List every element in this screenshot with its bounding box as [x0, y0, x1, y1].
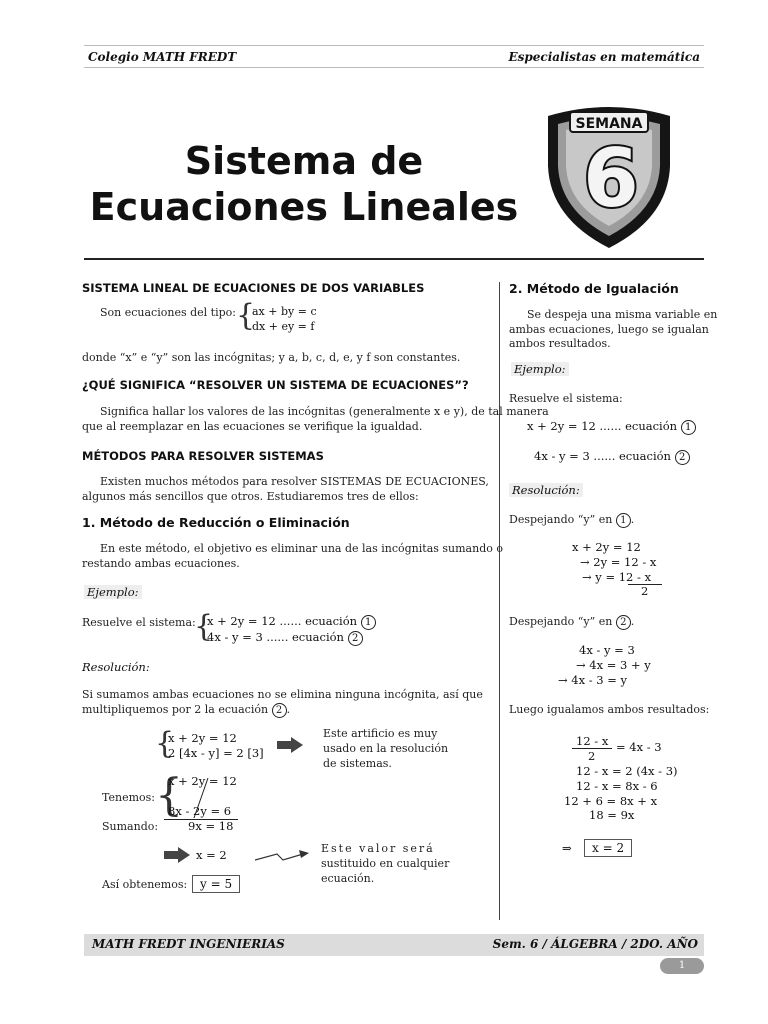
footer-left: MATH FREDT INGENIERIAS: [92, 937, 285, 951]
brace-example-left: {: [194, 609, 214, 644]
note-valor-2: sustituido en cualquier: [321, 857, 450, 870]
metodos-line-2: algunos más sencillos que otros. Estudiaremos tres de ellos:: [82, 490, 419, 503]
ejemplo-label-left: Ejemplo:: [84, 585, 142, 599]
note-artificio-1: Este artificio es muy: [323, 727, 438, 740]
tenemos-eq-2: 8x - 2y = 6: [168, 804, 232, 818]
igualacion-line-3: ambos resultados.: [509, 337, 611, 350]
work-eq-1: x + 2y = 12: [168, 731, 237, 745]
desp2-line-b: → 4x = 3 + y: [576, 658, 651, 672]
badge-number: 6: [583, 132, 639, 225]
intro-label: Son ecuaciones del tipo:: [100, 306, 236, 319]
ejemplo-label-right: Ejemplo:: [511, 362, 569, 376]
circled-two-icon: 2: [616, 615, 631, 630]
circled-one-icon: 1: [616, 513, 631, 528]
header-tagline: Especialistas en matemática: [508, 50, 700, 64]
sumamos-line-1: Si sumamos ambas ecuaciones no se elimina ninguna incógnita, así que: [82, 688, 483, 701]
x-result-box-right: x = 2: [584, 839, 632, 857]
note-valor-1: Este valor será: [321, 842, 435, 855]
heading-metodo-reduccion: 1. Método de Reducción o Eliminación: [82, 515, 350, 530]
tenemos-label: Tenemos:: [102, 791, 155, 804]
general-eq-1: ax + by = c: [252, 305, 317, 318]
desp1-line-a: x + 2y = 12: [572, 540, 641, 554]
circled-two-icon: 2: [675, 450, 690, 465]
page-title: [84, 138, 524, 230]
footer-right: Sem. 6 / ÁLGEBRA / 2DO. AÑO: [492, 937, 698, 951]
l1-denominator: 2: [588, 749, 596, 763]
note-valor-3: ecuación.: [321, 872, 375, 885]
zigzag-arrow-icon: [255, 850, 309, 864]
heading-metodos: MÉTODOS PARA RESOLVER SISTEMAS: [82, 449, 324, 463]
circled-one-icon: 1: [681, 420, 696, 435]
despejando-1: Despejando “y” en 1 .: [509, 513, 635, 526]
title-rule: [84, 258, 704, 260]
heading-sistema-lineal: SISTEMA LINEAL DE ECUACIONES DE DOS VARIABLES: [82, 281, 425, 295]
metodos-line-1: Existen muchos métodos para resolver SISTEMAS DE ECUACIONES,: [100, 475, 489, 488]
header-rule-bottom: [84, 67, 704, 68]
header-school: Colegio MATH FREDT: [88, 50, 237, 64]
semana-shield-badge: [538, 100, 680, 252]
circled-one-icon: 1: [361, 615, 376, 630]
arrow-right-icon: [164, 847, 190, 863]
note-artificio-3: de sistemas.: [323, 757, 392, 770]
desp1-line-d: 2: [641, 584, 649, 598]
tenemos-eq-1: x + 2y = 12: [168, 774, 237, 788]
sumamos-line-2: multipliquemos por 2 la ecuación 2 .: [82, 703, 291, 716]
general-eq-2: dx + ey = f: [252, 320, 315, 333]
igualacion-line-2: ambas ecuaciones, luego se igualan: [509, 323, 709, 336]
donde-text: donde “x” e “y” son las incógnitas; y a, b, c, d, e, y f son constantes.: [82, 351, 461, 364]
heading-metodo-igualacion: 2. Método de Igualación: [509, 281, 679, 296]
note-artificio-2: usado en la resolución: [323, 742, 449, 755]
l2-eq: 12 - x = 2 (4x - 3): [576, 764, 678, 778]
desp1-line-b: → 2y = 12 - x: [580, 555, 657, 569]
arrow-right-icon: [277, 737, 303, 753]
title-line-2: Ecuaciones Lineales: [89, 185, 519, 229]
heading-que-significa: ¿QUÉ SIGNIFICA “RESOLVER UN SISTEMA DE ECUACIONES”?: [82, 378, 469, 392]
example-eq-2-left: 4x - y = 3 ...... ecuación 2: [207, 630, 363, 646]
column-divider: [499, 282, 500, 920]
circled-two-icon: 2: [348, 631, 363, 646]
desp2-line-a: 4x - y = 3: [579, 643, 635, 657]
l1-numerator: 12 - x: [576, 734, 609, 748]
example-eq-1-left: x + 2y = 12 ...... ecuación 1: [207, 614, 376, 630]
l4-eq: 12 + 6 = 8x + x: [564, 794, 658, 808]
cancel-slash-icon: [190, 776, 210, 820]
badge-label: SEMANA: [575, 116, 643, 132]
sumando-label: Sumando:: [102, 820, 159, 833]
page-number: 1: [660, 958, 704, 974]
desp1-line-c: → y = 12 - x: [582, 570, 652, 584]
l5-eq: 18 = 9x: [589, 808, 635, 822]
l3-eq: 12 - x = 8x - 6: [576, 779, 658, 793]
example-eq-1-right: x + 2y = 12 ...... ecuación 1: [527, 419, 696, 435]
reduccion-line-1: En este método, el objetivo es eliminar una de las incógnitas sumando o: [100, 542, 503, 555]
work-eq-2: 2 [4x - y] = 2 [3]: [168, 746, 264, 760]
luego-text: Luego igualamos ambos resultados:: [509, 703, 710, 716]
resuelve-label-left: Resuelve el sistema:: [82, 616, 196, 629]
brace-tenemos: {: [155, 770, 183, 821]
y-result-box: y = 5: [192, 875, 240, 893]
example-eq-2-right: 4x - y = 3 ...... ecuación 2: [534, 449, 690, 465]
significa-line-2: que al reemplazar en las ecuaciones se verifique la igualdad.: [82, 420, 423, 433]
reduccion-line-2: restando ambas ecuaciones.: [82, 557, 240, 570]
asi-obtenemos-label: Así obtenemos:: [102, 878, 188, 891]
resolucion-label-left: Resolución:: [82, 660, 150, 674]
significa-line-1: Significa hallar los valores de las incógnitas (generalmente x e y), de tal manera: [100, 405, 549, 418]
implies-icon: ⇒: [562, 841, 572, 855]
sum-result: 9x = 18: [188, 819, 234, 833]
resuelve-label-right: Resuelve el sistema:: [509, 392, 623, 405]
l1-rhs: = 4x - 3: [616, 740, 662, 754]
title-line-1: Sistema de: [184, 139, 424, 183]
resolucion-label-right: Resolución:: [509, 483, 583, 497]
despejando-2: Despejando “y” en 2 .: [509, 615, 635, 628]
brace-work: {: [155, 726, 175, 761]
header-rule-top: [84, 45, 704, 46]
x-result-left: x = 2: [196, 848, 227, 862]
desp2-line-c: → 4x - 3 = y: [558, 673, 628, 687]
circled-two-icon: 2: [272, 703, 287, 718]
igualacion-line-1: Se despeja una misma variable en: [527, 308, 718, 321]
brace-general: {: [236, 298, 256, 333]
